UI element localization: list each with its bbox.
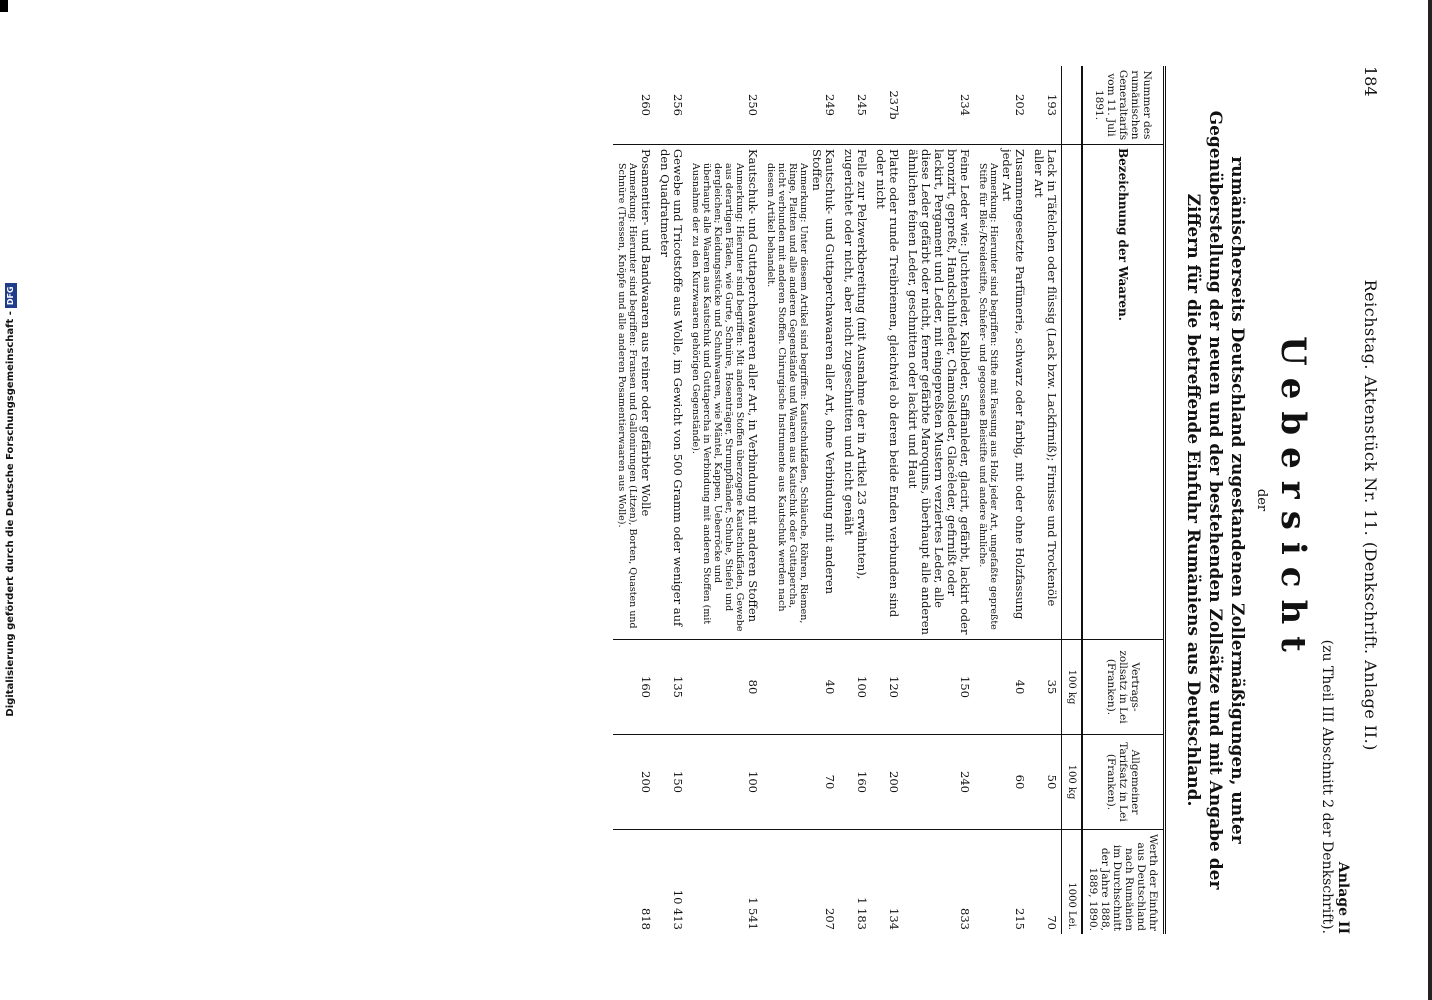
digitization-credit	[5, 100, 17, 900]
contract-rate: 40	[762, 640, 839, 735]
document-page	[66, 40, 1386, 960]
goods-cell	[613, 145, 655, 640]
table-row	[871, 66, 903, 934]
tariff-number: 234	[958, 94, 972, 116]
general-rate: 50	[1029, 735, 1062, 830]
contract-rate: 150	[903, 640, 974, 735]
goods-cell	[903, 145, 974, 640]
goods-cell	[655, 145, 687, 640]
document-subtitle: rumänischerseits Deutschland zugestandenen Zollermäßigungen, unter Gegenüberstellung der neuen und der bestehenden Zollsätze und mit Angabe der Ziffern für die betreffende Einfuhr Rumäniens aus Deutschland.	[1183, 110, 1247, 890]
contract-rate: 35	[1029, 640, 1062, 735]
general-rate: 200	[613, 735, 655, 830]
anlage-reference: (zu Theil III Abschnitt 2 der Denkschrift).	[1319, 639, 1335, 934]
document-title: Uebersicht	[1273, 336, 1313, 664]
tariff-number: 237b	[887, 90, 901, 120]
units-empty	[1062, 66, 1083, 145]
running-head: Reichstag. Aktenstück Nr. 11. (Denkschrift. Anlage II.)	[1361, 279, 1380, 751]
general-rate: 200	[871, 735, 903, 830]
import-value: 207	[762, 830, 839, 935]
goods-cell	[974, 145, 1029, 640]
goods-cell	[1029, 145, 1062, 640]
general-rate: 150	[655, 735, 687, 830]
contract-rate: 120	[871, 640, 903, 735]
title-connector: der	[1254, 488, 1269, 512]
goods-description: Posamentier- und Bandwaaren aus reiner oder gefärbter Wolle	[639, 149, 653, 517]
goods-description: Kautschuk- und Guttaperchawaaren aller Art, ohne Verbindung mit anderen Stoffen	[810, 149, 837, 595]
table-row	[655, 66, 687, 934]
general-rate: 70	[762, 735, 839, 830]
table-row	[613, 66, 655, 934]
anlage-block	[1319, 66, 1351, 934]
table-row	[1029, 66, 1062, 934]
tariff-table	[613, 66, 1166, 934]
goods-description: Zusammengesetzte Parfümerie, schwarz oder farbig, mit oder ohne Holzfassung jeder Art	[1000, 149, 1027, 620]
dfg-logo: DFG	[5, 283, 17, 308]
table-row	[839, 66, 871, 934]
table-row	[903, 66, 974, 934]
contract-rate: 80	[687, 640, 762, 735]
contract-rate: 40	[974, 640, 1029, 735]
goods-description: Felle zur Pelzwerkbereitung (mit Ausnahme der in Artikel 23 erwähnten), zugerichtet oder nicht, aber nicht zugeschnitten und nicht genäht	[842, 149, 869, 580]
import-value: 833	[903, 830, 974, 935]
credit-text: Digitalisierung gefördert durch die Deutsche Forschungsgemeinschaft -	[5, 311, 16, 717]
goods-note: Anmerkung: Hierunter sind begriffen: Stifte mit Fassung aus Holz jeder Art, ungefaßte gepreßte Stifte für Blei-/Kreidestifte, Schiefer- und gegossene Bleistifte und andere ähnliche.	[977, 163, 999, 630]
unit-contract: 100 kg	[1062, 640, 1083, 735]
tariff-number: 193	[1045, 94, 1059, 116]
goods-description: Platte oder runde Treibriemen, gleichviel ob deren beide Enden verbunden sind oder nicht	[874, 149, 901, 618]
goods-cell	[871, 145, 903, 640]
tariff-number: 260	[639, 94, 653, 116]
goods-note: Anmerkung: Hierunter sind begriffen: Fransen und Gallonirungen (Litzen), Borten, Quasten und Schnüre (Tressen, Knöpfe und alle anderen Posamentierwaaren aus Wolle).	[616, 163, 638, 629]
tariff-number: 256	[671, 94, 685, 116]
unit-general: 100 kg	[1062, 735, 1083, 830]
general-rate: 100	[687, 735, 762, 830]
goods-cell	[687, 145, 762, 640]
header-number: Nummer des rumänischen Generaltarifs vom 11. Juli 1891.	[1082, 66, 1165, 145]
goods-cell	[839, 145, 871, 640]
contract-rate: 135	[655, 640, 687, 735]
goods-note: Anmerkung: Hierunter sind begriffen: Mit anderen Stoffen überzogene Kautschukfäden, Gewebe aus derartigen Fäden, wie Gurte, Schnüre, Hosenträger, Strumpfbänder, Schuhe, Stiefel und dergleichen; Kleidungsstücke und Schuhwaaren, wie Mäntel, Kappen, Ueberröcke und überhaupt alle Waaren aus Kautschuk und Guttapercha in Verbindung mit anderen Stoffen (mit Ausnahme der zu den Kurzwaaren gehörigen Gegenstände).	[690, 163, 745, 632]
goods-note: Anmerkung: Unter diesem Artikel sind begriffen: Kautschukfäden, Schläuche, Röhren, Riemen, Ringe, Platten und alle anderen Gegenstände und Waaren aus Kautschuk oder Guttapercha, nicht verbunden mit anderen Stoffen. Chirurgische Instrumente aus Kautschuk werden nach diesem Artikel behandelt.	[765, 163, 809, 624]
import-value: 215	[974, 830, 1029, 935]
tariff-number: 245	[855, 94, 869, 116]
units-row	[1062, 66, 1083, 934]
contract-rate: 100	[839, 640, 871, 735]
header-contract-rate: Vertrags-zollsatz in Lei (Franken).	[1082, 640, 1165, 735]
tariff-number: 202	[1013, 94, 1027, 116]
import-value: 70	[1029, 830, 1062, 935]
import-value: 10 413	[655, 830, 687, 935]
header-goods: Bezeichnung der Waaren.	[1082, 145, 1165, 640]
table-header-row	[1082, 66, 1165, 934]
import-value: 1 541	[687, 830, 762, 935]
general-rate: 60	[974, 735, 1029, 830]
header-general-rate: Allgemeiner Tarifsatz in Lei (Franken).	[1082, 735, 1165, 830]
table-row	[687, 66, 762, 934]
general-rate: 240	[903, 735, 974, 830]
anlage-label: Anlage II	[1335, 861, 1351, 934]
scan-edge-rule	[1428, 0, 1432, 1000]
goods-cell	[762, 145, 839, 640]
page-number: 184	[1361, 66, 1380, 97]
tariff-number: 249	[823, 94, 837, 116]
import-value: 818	[613, 830, 655, 935]
unit-value: 1000 Lei.	[1062, 830, 1083, 935]
goods-description: Gewebe und Tricotstoffe aus Wolle, im Gewicht von 500 Gramm oder weniger auf den Quadratmeter	[658, 149, 685, 627]
tariff-number: 250	[746, 94, 760, 116]
import-value: 1 183	[839, 830, 871, 935]
goods-description: Kautschuk- und Guttaperchawaaren aller Art, in Verbindung mit anderen Stoffen	[746, 149, 760, 623]
running-header	[1361, 66, 1386, 934]
table-row	[762, 66, 839, 934]
header-import-value: Werth der Einfuhr aus Deutschland nach Rumänien im Durchschnitt der Jahre 1888, 1889, 1890.	[1082, 830, 1165, 935]
contract-rate: 160	[613, 640, 655, 735]
goods-description: Feine Leder wie: Juchtenleder, Kalbleder, Saffianleder, glacirt, gefärbt, lackirt oder bronzirt, gepreßt, Handschuhleder, Chamoisleder, Glacéleder, gefirnißt oder lackirt, Pergament und Leder, mit eingepreßten Mustern verziertes Leder, alle diese Leder gefärbt oder nicht, ferner gefärbte Maroquins, überhaupt alle anderen ähnlichen feinen Leder, geschnitten oder lackirt und Haut	[906, 149, 972, 635]
goods-description: Lack in Täfelchen oder flüssig (Lack bzw. Lackfirniß); Firnisse und Trockenöle aller Art	[1032, 149, 1059, 607]
table-body	[613, 66, 1082, 934]
table-row	[974, 66, 1029, 934]
units-empty-goods	[1062, 145, 1083, 640]
import-value: 134	[871, 830, 903, 935]
scan-corner-mark	[0, 0, 8, 12]
general-rate: 160	[839, 735, 871, 830]
